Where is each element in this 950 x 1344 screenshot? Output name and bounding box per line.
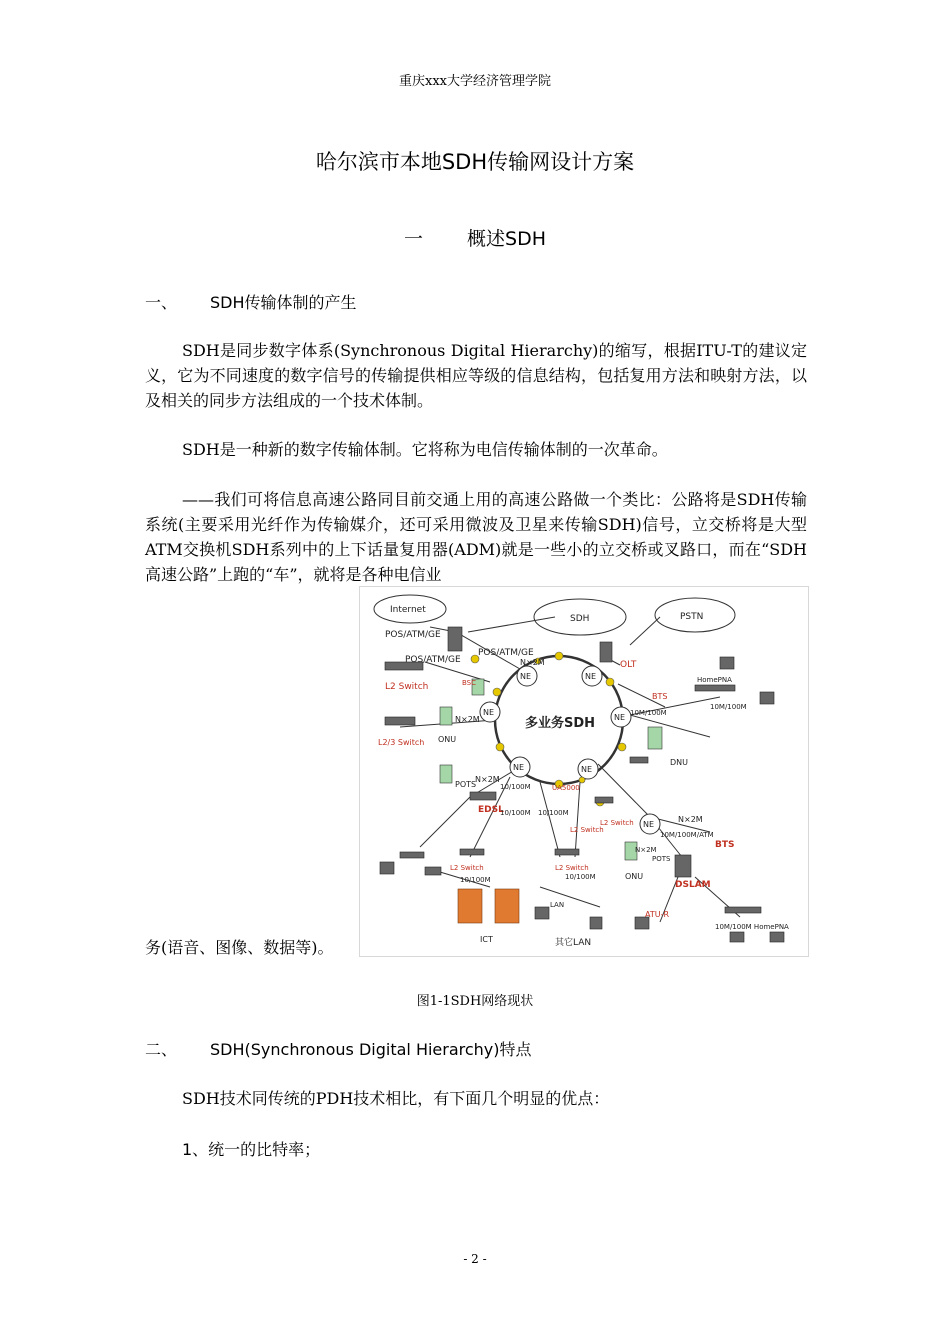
page-number: - 2 - <box>463 1252 487 1266</box>
fig-label: POTS <box>652 855 671 863</box>
fig-label: POTS <box>455 780 477 789</box>
paragraph-text: SDH是一种新的数字传输体制。它将称为电信传输体制的一次革命。 <box>182 440 668 459</box>
fig-label: L2/3 Switch <box>378 738 425 747</box>
router-device <box>448 627 462 651</box>
section-number: 一、 <box>145 293 178 312</box>
fig-label: N×2M <box>635 846 657 854</box>
onu-device <box>440 765 452 783</box>
chapter-heading <box>0 224 950 251</box>
fig-label: ONU <box>625 872 644 881</box>
switch-device <box>555 849 579 855</box>
fig-label: 其它LAN <box>555 938 592 948</box>
section-title: SDH传输体制的产生 <box>210 293 357 312</box>
fig-label: L2 Switch <box>570 826 604 834</box>
fig-label: POS/ATM/GE <box>478 648 534 658</box>
switch-device <box>400 852 424 858</box>
fig-label: HomePNA <box>697 676 732 684</box>
pc-icon <box>760 692 774 704</box>
fig-label: OLT <box>620 660 637 670</box>
fig-label: 10/100M <box>500 783 531 791</box>
list-item-bitrate <box>182 1137 320 1160</box>
homepna-device <box>725 907 761 913</box>
fig-label: L2 Switch <box>555 864 589 872</box>
sdh-network-figure <box>359 586 809 957</box>
fig-label: N×2M <box>475 775 500 784</box>
fig-label: EDSL <box>478 805 504 815</box>
pc-icon <box>730 932 744 942</box>
fig-label: ICT <box>480 935 493 944</box>
fig-label: BTS <box>715 840 735 850</box>
fig-label: DNU <box>670 758 688 767</box>
network-diagram <box>360 587 808 956</box>
fig-label: BSC <box>462 679 477 687</box>
fig-label: N×2M <box>520 658 545 667</box>
fig-label: 10/100M <box>500 809 531 817</box>
fig-label: 10/100M <box>565 873 596 881</box>
fig-label: L2 Switch <box>450 864 484 872</box>
paragraph-advantages <box>145 1086 807 1111</box>
center-label: 多业务SDH <box>525 716 596 731</box>
section-number: 二、 <box>145 1040 178 1059</box>
pc-icon <box>590 917 602 929</box>
fig-label: N×2M <box>455 715 480 724</box>
ne-label: NE <box>614 713 626 722</box>
switch-device <box>385 717 415 725</box>
fig-label: BTS <box>652 692 668 701</box>
fig-label: POS/ATM/GE <box>405 655 461 665</box>
edsl-device <box>470 792 496 800</box>
ne-label: NE <box>585 672 597 681</box>
fig-label: L2 Switch <box>600 819 634 827</box>
fig-label: 10M/100M <box>710 703 747 711</box>
pc-icon <box>380 862 394 874</box>
pstn-label: PSTN <box>680 612 704 622</box>
section-heading-2 <box>145 1037 532 1060</box>
fig-label: 10/100M <box>460 876 491 884</box>
fig-label: UA5000 <box>552 784 580 792</box>
pc-icon <box>535 907 549 919</box>
fig-label: N×2M <box>678 815 703 824</box>
switch-device <box>630 757 648 763</box>
pc-icon <box>770 932 784 942</box>
phone-icon <box>425 867 441 875</box>
homepna-device <box>695 685 735 691</box>
paragraph-text: 务(语音、图像、数据等)。 <box>145 938 334 957</box>
paragraph-text: SDH是同步数字体系(Synchronous Digital Hierarchy)的缩写，根据ITU-T的建议定义，它为不同速度的数字信号的传输提供相应等级的信息结构，包括复用方法和映射方法，以及相关的同步方法组成的一个技术体制。 <box>145 341 807 410</box>
dslam-device <box>675 855 691 877</box>
paragraph-analogy <box>145 487 807 587</box>
building-icon <box>458 889 482 923</box>
dnu-device <box>648 727 662 749</box>
fig-label: 10M/100M/ATM <box>660 831 714 839</box>
paragraph-text: SDH技术同传统的PDH技术相比，有下面几个明显的优点： <box>182 1089 610 1108</box>
switch-device <box>595 797 613 803</box>
switch-device <box>460 849 484 855</box>
fig-label: 10M/100M HomePNA <box>715 923 789 931</box>
pc-icon <box>720 657 734 669</box>
fig-label: ATU-R <box>645 910 670 919</box>
ne-label: NE <box>581 765 593 774</box>
chapter-number: 一 <box>404 228 424 250</box>
sdh-cloud-label: SDH <box>570 614 590 624</box>
paragraph-definition <box>145 338 807 413</box>
document-title: 哈尔滨市本地SDH传输网设计方案 <box>315 150 635 174</box>
page-header: 重庆xxx大学经济管理学院 <box>399 74 551 89</box>
section-heading-1 <box>145 290 357 313</box>
onu-device <box>440 707 452 725</box>
internet-label: Internet <box>390 605 426 615</box>
fig-label: POS/ATM/GE <box>385 630 441 640</box>
ne-label: NE <box>483 708 495 717</box>
ne-label: NE <box>643 820 655 829</box>
ne-label: NE <box>520 672 532 681</box>
building-icon <box>495 889 519 923</box>
section-title: SDH(Synchronous Digital Hierarchy)特点 <box>210 1040 532 1059</box>
fig-label: L2 Switch <box>385 682 429 692</box>
fig-label: 10/100M <box>538 809 569 817</box>
chapter-title: 概述SDH <box>467 228 546 250</box>
fig-label: DSLAM <box>675 880 711 890</box>
figure-caption: 图1-1SDH网络现状 <box>416 994 534 1009</box>
olt-device <box>600 642 612 662</box>
fig-label: 10M/100M <box>630 709 667 717</box>
paragraph-text: ——我们可将信息高速公路同目前交通上用的高速公路做一个类比：公路将是SDH传输系统(主要采用光纤作为传输媒介，还可采用微波及卫星来传输SDH)信号，立交桥将是大型ATM交换机SDH系列中的上下话量复用器(ADM)就是一些小的立交桥或叉路口，而在“SDH高速公路”上跑的“车”，就将是各种电信业 <box>145 490 807 584</box>
fig-label: ONU <box>438 735 457 744</box>
list-item-text: 1、统一的比特率； <box>182 1140 321 1159</box>
paragraph-revolution <box>145 437 807 462</box>
ne-label: NE <box>513 763 525 772</box>
fig-label: LAN <box>550 901 565 909</box>
